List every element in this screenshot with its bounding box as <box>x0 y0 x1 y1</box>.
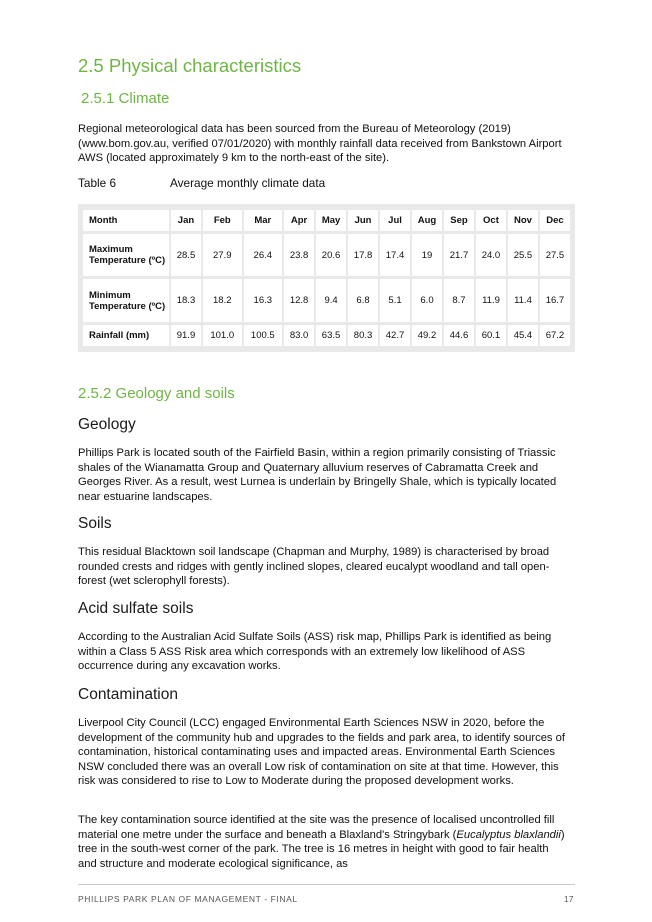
table-cell: 100.5 <box>244 325 283 346</box>
col-header: Dec <box>540 210 570 231</box>
table-cell: 18.2 <box>203 279 242 321</box>
row-label-line2: Temperature (ºC) <box>89 255 166 267</box>
contamination-text-2-part-a: The key contamination source identified at the site was the presence of localised uncontrolled fill material one metre under the surface and beneath a Blaxland's Stringybark ( <box>78 814 555 841</box>
climate-intro: Regional meteorological data has been sourced from the Bureau of Meteorology (2019) (www.bom.gov.au, verified 07/01/2020) with monthly rainfall data received from Bankstown Airport AWS (located approximately 9 km to the north-east of the site). <box>78 123 562 164</box>
row-label-line1: Maximum <box>89 244 133 256</box>
geology-heading: Geology <box>78 416 136 433</box>
row-header <box>83 234 169 276</box>
table-cell: 5.1 <box>380 279 410 321</box>
table-cell: 19 <box>412 234 442 276</box>
col-header: Feb <box>203 210 242 231</box>
table-cell: 27.9 <box>203 234 242 276</box>
table-cell: 18.3 <box>171 279 201 321</box>
table-cell: 67.2 <box>540 325 570 346</box>
species-name-italic: Eucalyptus blaxlandii <box>456 828 561 841</box>
table-cell: 23.8 <box>284 234 314 276</box>
contamination-text-2-part-b: ) tree in the south-west corner of the park. The tree is 16 metres in height with good to fair health and structure and moderate ecological significance, as <box>78 828 565 870</box>
row-label-line1: Minimum <box>89 289 131 301</box>
col-header: Jun <box>348 210 378 231</box>
table-label: Table 6 <box>78 176 117 190</box>
climate-table <box>81 207 572 349</box>
table-cell: 45.4 <box>508 325 538 346</box>
table-cell: 8.7 <box>444 279 474 321</box>
table-cell: 17.4 <box>380 234 410 276</box>
table-cell: 28.5 <box>171 234 201 276</box>
contamination-text-2 <box>78 813 570 871</box>
table-cell: 91.9 <box>171 325 201 346</box>
table-cell: 25.5 <box>508 234 538 276</box>
geology-text: Phillips Park is located south of the Fairfield Basin, within a region primarily consisting of Triassic shales of the Wianamatta Group and Quaternary alluvium reserves of Cabramatta Creek and Georges River. As a result, west Lurnea is underlain by Bringelly Shale, which is typically located near estuarine landscapes. <box>78 447 557 503</box>
col-header: Nov <box>508 210 538 231</box>
col-header: Sep <box>444 210 474 231</box>
col-header: Month <box>83 210 169 231</box>
table-cell: 12.8 <box>284 279 314 321</box>
table-cell: 60.1 <box>476 325 506 346</box>
contamination-heading: Contamination <box>78 686 178 703</box>
soils-heading: Soils <box>78 515 112 532</box>
col-header: May <box>316 210 346 231</box>
col-header: Aug <box>412 210 442 231</box>
col-header: Jan <box>171 210 201 231</box>
table-header-row <box>83 210 570 231</box>
table-caption <box>78 176 326 190</box>
acid-sulfate-heading: Acid sulfate soils <box>78 600 194 617</box>
geology-soils-heading: 2.5.2 Geology and soils <box>78 385 235 402</box>
table-cell: 16.3 <box>244 279 283 321</box>
page-number: 17 <box>564 894 574 904</box>
table-title: Average monthly climate data <box>170 176 326 190</box>
table-cell: 21.7 <box>444 234 474 276</box>
table-cell: 27.5 <box>540 234 570 276</box>
row-header: Rainfall (mm) <box>83 325 169 346</box>
table-cell: 17.8 <box>348 234 378 276</box>
table-cell: 44.6 <box>444 325 474 346</box>
table-row-max-temp <box>83 234 570 276</box>
table-row-min-temp <box>83 279 570 321</box>
acid-sulfate-text: According to the Australian Acid Sulfate Soils (ASS) risk map, Phillips Park is identified as being within a Class 5 ASS Risk area which corresponds with an extremely low likelihood of ASS occurrence during any excavation works. <box>78 631 552 672</box>
table-cell: 101.0 <box>203 325 242 346</box>
table-cell: 24.0 <box>476 234 506 276</box>
climate-heading: 2.5.1 Climate <box>81 90 170 107</box>
table-cell: 11.9 <box>476 279 506 321</box>
table-cell: 26.4 <box>244 234 283 276</box>
table-cell: 9.4 <box>316 279 346 321</box>
table-cell: 42.7 <box>380 325 410 346</box>
footer-title: PHILLIPS PARK PLAN OF MANAGEMENT - FINAL <box>78 894 298 904</box>
table-cell: 20.6 <box>316 234 346 276</box>
section-title: 2.5 Physical characteristics <box>78 55 302 76</box>
table-cell: 6.8 <box>348 279 378 321</box>
contamination-text-1: Liverpool City Council (LCC) engaged Environmental Earth Sciences NSW in 2020, before the development of the community hub and upgrades to the fields and park area, to identify sources of contamination, historical contaminating uses and impacted areas. Environmental Earth Sciences NSW concluded there was an overall Low risk of contamination on site at that time. However, this risk was considered to rise to Low to Moderate during the proposed development works. <box>78 717 565 787</box>
table-cell: 63.5 <box>316 325 346 346</box>
row-header <box>83 279 169 321</box>
col-header: Oct <box>476 210 506 231</box>
table-cell: 11.4 <box>508 279 538 321</box>
table-row-rainfall <box>83 325 570 346</box>
table-cell: 80.3 <box>348 325 378 346</box>
table-cell: 83.0 <box>284 325 314 346</box>
row-label-line2: Temperature (ºC) <box>89 300 166 312</box>
table-cell: 16.7 <box>540 279 570 321</box>
col-header: Jul <box>380 210 410 231</box>
col-header: Apr <box>284 210 314 231</box>
climate-table-frame <box>78 204 575 352</box>
col-header: Mar <box>244 210 283 231</box>
footer-divider <box>78 884 575 885</box>
soils-text: This residual Blacktown soil landscape (Chapman and Murphy, 1989) is characterised by broad rounded crests and ridges with gently inclined slopes, cleared eucalypt woodland and tall open-forest (wet sclerophyll forests). <box>78 546 550 587</box>
table-cell: 6.0 <box>412 279 442 321</box>
table-cell: 49.2 <box>412 325 442 346</box>
